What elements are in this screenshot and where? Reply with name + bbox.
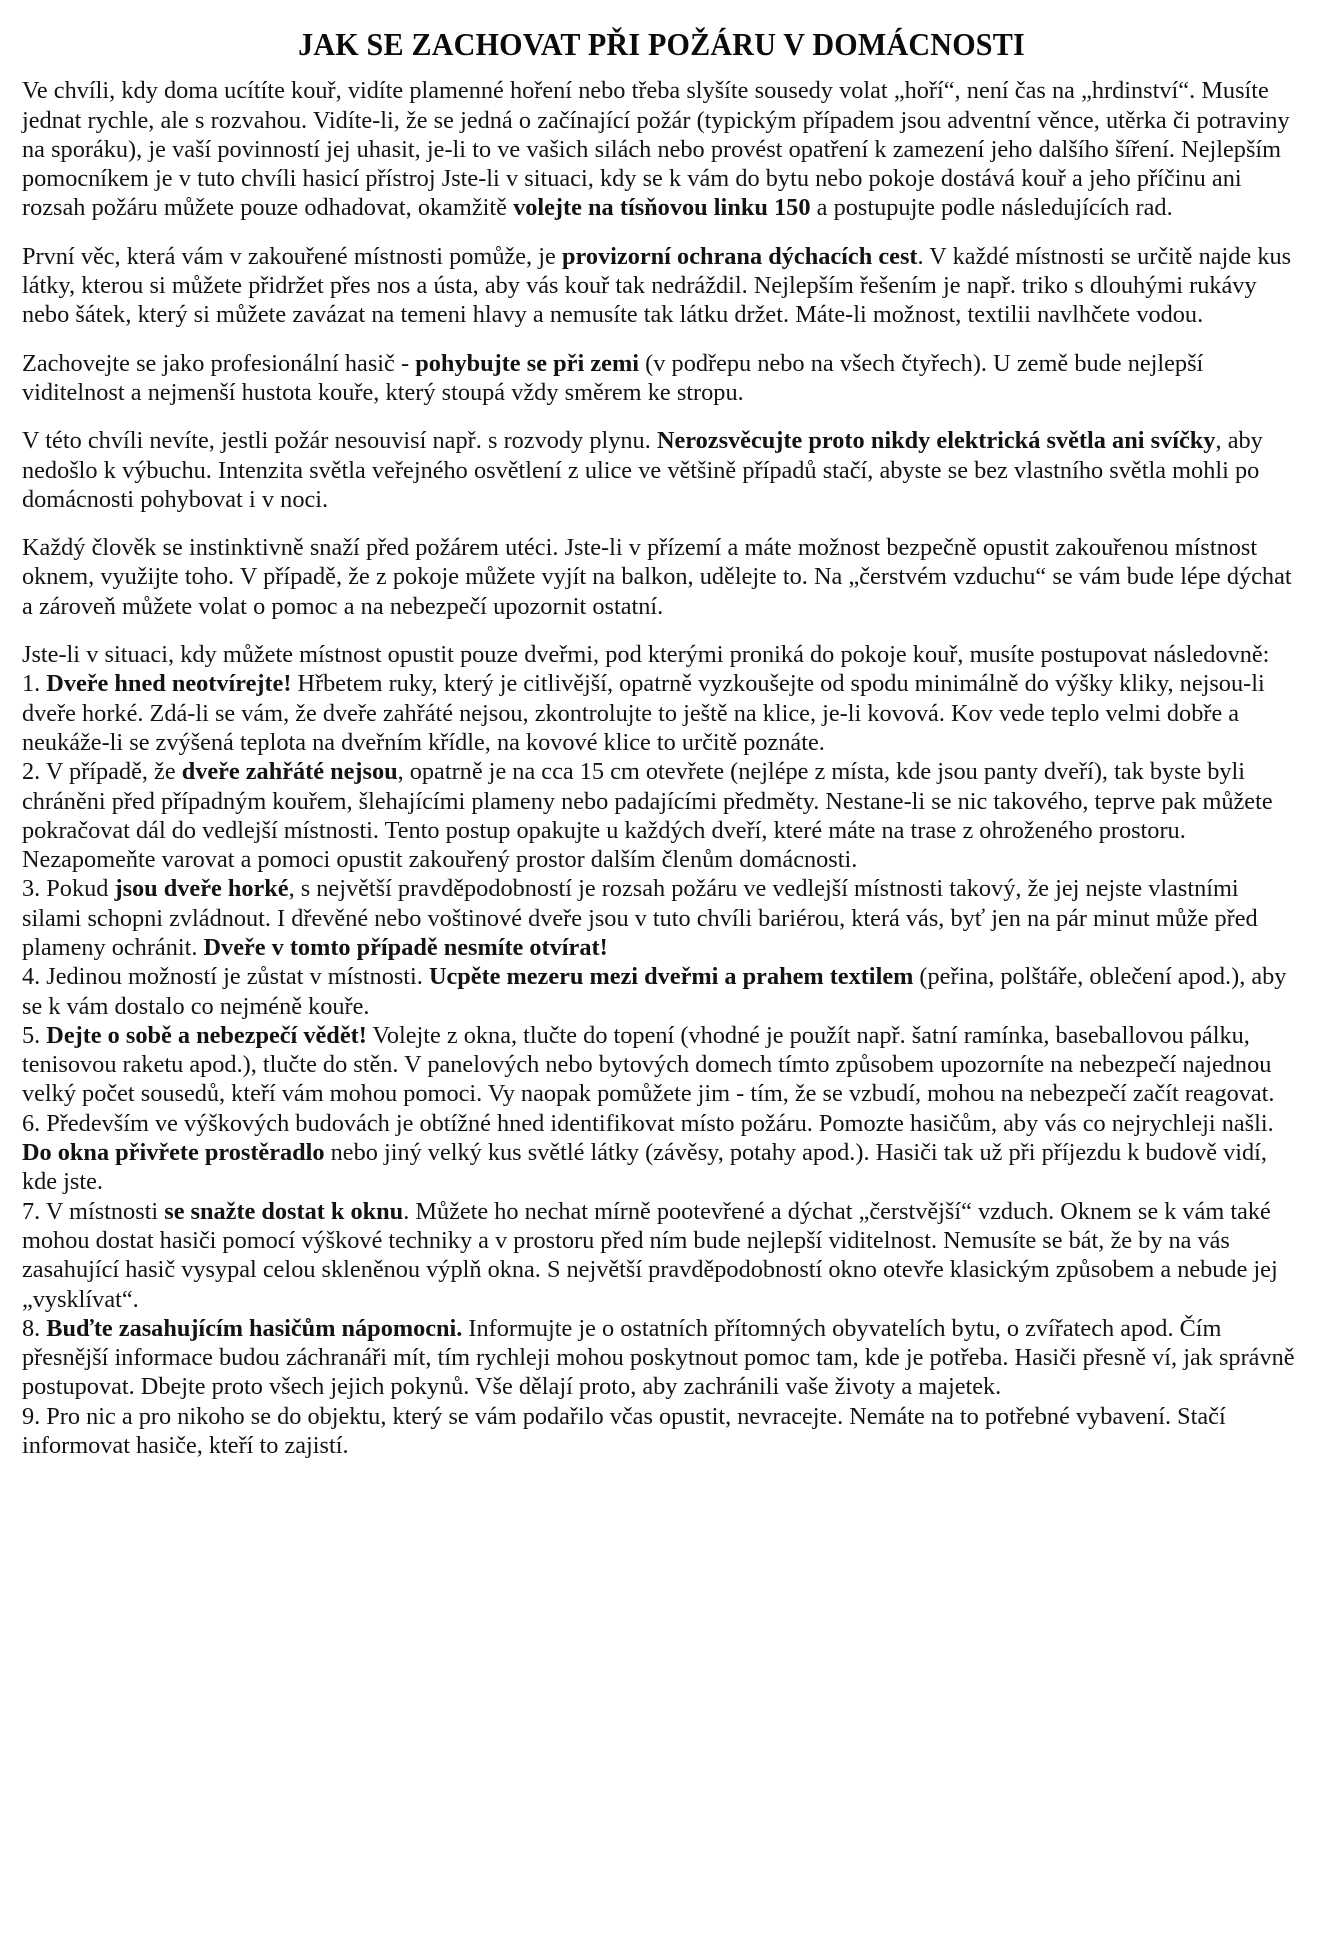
paragraph-door-intro [22, 640, 1301, 669]
body-text: a postupujte podle následujících rad. [810, 194, 1173, 222]
emphasis-text: Dejte o sobě a nebezpečí vědět! [46, 1021, 367, 1049]
body-text: . V každé místnosti se určitě najde kus látky, kterou si můžete přidržet přes nos a ústa, aby vás kouř tak nedráždil. Nejlepším řešením je např. triko s dlouhými rukávy nebo šátek, který si můžete zavázat na temeni hlavy a nemusíte tak látku držet. Máte-li možnost, textilii navlhčete vodou. [22, 242, 1292, 329]
emphasis-text: Dveře v tomto případě nesmíte otvírat! [203, 933, 608, 961]
emphasis-text: Do okna přivřete prostěradlo [22, 1139, 325, 1167]
body-text: (peřina, polštáře, oblečení apod.), aby se k vám dostalo co nejméně kouře. [22, 963, 1287, 1020]
numbered-step [22, 1109, 1301, 1197]
body-text: , opatrně je na cca 15 cm otevřete (nejlépe z místa, kde jsou panty dveří), tak byste byli chráněni před případným kouřem, šlehajícími plameny nebo padajícími předměty. Nestane-li se nic takového, teprve pak můžete pokračovat dál do vedlejší místnosti. Tento postup opakujte u každých dveří, které máte na trase z ohroženého prostoru. Nezapomeňte varovat a pomoci opustit zakouřený prostor dalším členům domácnosti. [22, 758, 1273, 874]
emphasis-text: se snažte dostat k oknu [164, 1197, 404, 1225]
body-text: . Můžete ho nechat mírně pootevřené a dýchat „čerstvější“ vzduch. Oknem se k vám také mohou dostat hasiči pomocí výškové techniky a v prostoru před ním bude nejlepší viditelnost. Nemusíte se bát, že by na vás zasahující hasič vysypal celou skleněnou výplň okna. S největší pravděpodobností okno otevře klasickým způsobem a nebude jej „vysklívat“. [22, 1197, 1278, 1313]
body-text: 6. Především ve výškových budovách je obtížné hned identifikovat místo požáru. Pomozte hasičům, aby vás co nejrychleji našli. [22, 1109, 1274, 1137]
body-text: V této chvíli nevíte, jestli požár nesouvisí např. s rozvody plynu. [22, 427, 657, 455]
body-text: , s největší pravděpodobností je rozsah požáru ve vedlejší místnosti takový, že jej nejste vlastními silami schopni zvládnout. I dřevěné nebo voštinové dveře jsou v tuto chvíli bariérou, která vás, byť jen na pár minut může před plameny ochránit. [22, 875, 1258, 961]
body-text: Hřbetem ruky, který je citlivější, opatrně vyzkoušejte od spodu minimálně do výšky kliky, nejsou-li dveře horké. Zdá-li se vám, že dveře zahřáté nejsou, zkontrolujte to ještě na klice, je-li kovová. Kov vede teplo velmi dobře a neukáže-li se zvýšená teplota na dveřním křídle, na kovové klice to určitě poznáte. [22, 670, 1265, 756]
body-text: , aby nedošlo k výbuchu. Intenzita světla veřejného osvětlení z ulice ve většině případů stačí, abyste se bez vlastního světla mohli po domácnosti pohybovat i v noci. [22, 427, 1263, 513]
numbered-step [22, 757, 1301, 874]
intro-paragraphs [22, 76, 1301, 669]
paragraph-no-lights [22, 426, 1301, 514]
body-text: 1. [22, 670, 47, 698]
body-text: 2. V případě, že [22, 758, 182, 786]
body-text: Informujte je o ostatních přítomných obyvatelích bytu, o zvířatech apod. Čím přesnější informace budou záchranáři mít, tím rychleji mohou poskytnout pomoc tam, kde je potřeba. Hasiči přesně ví, jak správně postupovat. Dbejte proto všech jejich pokynů. Vše dělají proto, aby zachránili vaše životy a majetek. [22, 1314, 1295, 1401]
emphasis-text: Nerozsvěcujte proto nikdy elektrická světla ani svíčky [656, 427, 1216, 455]
body-text: 4. Jedinou možností je zůstat v místnosti. [22, 963, 429, 991]
emphasis-text: dveře zahřáté nejsou [181, 758, 398, 786]
body-text: 9. Pro nic a pro nikoho se do objektu, který se vám podařilo včas opustit, nevracejte. Nemáte na to potřebné vybavení. Stačí informovat hasiče, kteří to zajistí. [22, 1402, 1226, 1460]
numbered-step [22, 1021, 1301, 1109]
emphasis-text: provizorní ochrana dýchacích cest [562, 242, 918, 270]
body-text: První věc, která vám v zakouřené místnosti pomůže, je [22, 242, 562, 270]
body-text: nebo jiný velký kus světlé látky (závěsy, potahy apod.). Hasiči tak už při příjezdu k budově vidí, kde jste. [22, 1139, 1267, 1196]
body-text: 7. V místnosti [22, 1197, 165, 1225]
body-text: Jste-li v situaci, kdy můžete místnost opustit pouze dveřmi, pod kterými proniká do pokoje kouř, musíte postupovat následovně: [22, 641, 1270, 669]
body-text: (v podřepu nebo na všech čtyřech). U země bude nejlepší viditelnost a nejmenší hustota kouře, který stoupá vždy směrem ke stropu. [22, 349, 1204, 406]
body-text: 3. Pokud [22, 875, 115, 903]
body-text: 8. [22, 1314, 47, 1342]
emphasis-text: jsou dveře horké [114, 875, 289, 903]
numbered-step [22, 1402, 1301, 1461]
emphasis-text: Dveře hned neotvírejte! [46, 670, 292, 698]
document-body [22, 76, 1301, 1460]
body-text: Volejte z okna, tlučte do topení (vhodné je použít např. šatní ramínka, baseballovou pálku, tenisovou raketu apod.), tlučte do stěn. V panelových nebo bytových domech tímto způsobem upozorníte na nebezpečí najednou velký počet sousedů, kteří vám mohou pomoci. Vy naopak pomůžete jim - tím, že se vzbudí, mohou na nebezpečí začít reagovat. [22, 1021, 1275, 1108]
page-title: JAK SE ZACHOVAT PŘI POŽÁRU V DOMÁCNOSTI [298, 27, 1025, 62]
paragraph-breathing-protection [22, 242, 1301, 330]
paragraph-escape-instinct [22, 533, 1301, 621]
paragraph-intro [22, 76, 1301, 222]
numbered-step [22, 669, 1301, 757]
emphasis-text: pohybujte se při zemi [415, 349, 639, 377]
numbered-steps-list [22, 669, 1301, 1460]
numbered-step [22, 962, 1301, 1021]
body-text: Každý člověk se instinktivně snaží před požárem utéci. Jste-li v přízemí a máte možnost bezpečně opustit zakouřenou místnost oknem, využijte toho. V případě, že z pokoje můžete vyjít na balkon, udělejte to. Na „čerstvém vzduchu“ se vám bude lépe dýchat a zároveň můžete volat o pomoc a na nebezpečí upozornit ostatní. [22, 534, 1292, 620]
body-text: 5. [22, 1021, 47, 1049]
emphasis-text: volejte na tísňovou linku 150 [513, 194, 811, 222]
numbered-step [22, 1314, 1301, 1402]
body-text: Ve chvíli, kdy doma ucítíte kouř, vidíte plamenné hoření nebo třeba slyšíte sousedy volat „hoří“, není čas na „hrdinství“. Musíte jednat rychle, ale s rozvahou. Vidíte-li, že se jedná o začínající požár (typickým případem jsou adventní věnce, utěrka či potraviny na sporáku), je vaší povinností jej uhasit, je-li to ve vašich silách nebo provést opatření k zamezení jeho dalšího šíření. Nejlepším pomocníkem je v tuto chvíli hasicí přístroj Jste-li v situaci, kdy se k vám do bytu nebo pokoje dostává kouř a jeho příčinu ani rozsah požáru můžete pouze odhadovat, okamžitě [22, 77, 1290, 222]
paragraph-move-low [22, 349, 1301, 408]
numbered-step [22, 874, 1301, 962]
emphasis-text: Buďte zasahujícím hasičům nápomocni. [46, 1314, 463, 1342]
numbered-step [22, 1197, 1301, 1314]
body-text: Zachovejte se jako profesionální hasič - [22, 349, 416, 377]
emphasis-text: Ucpěte mezeru mezi dveřmi a prahem textilem [428, 963, 914, 991]
